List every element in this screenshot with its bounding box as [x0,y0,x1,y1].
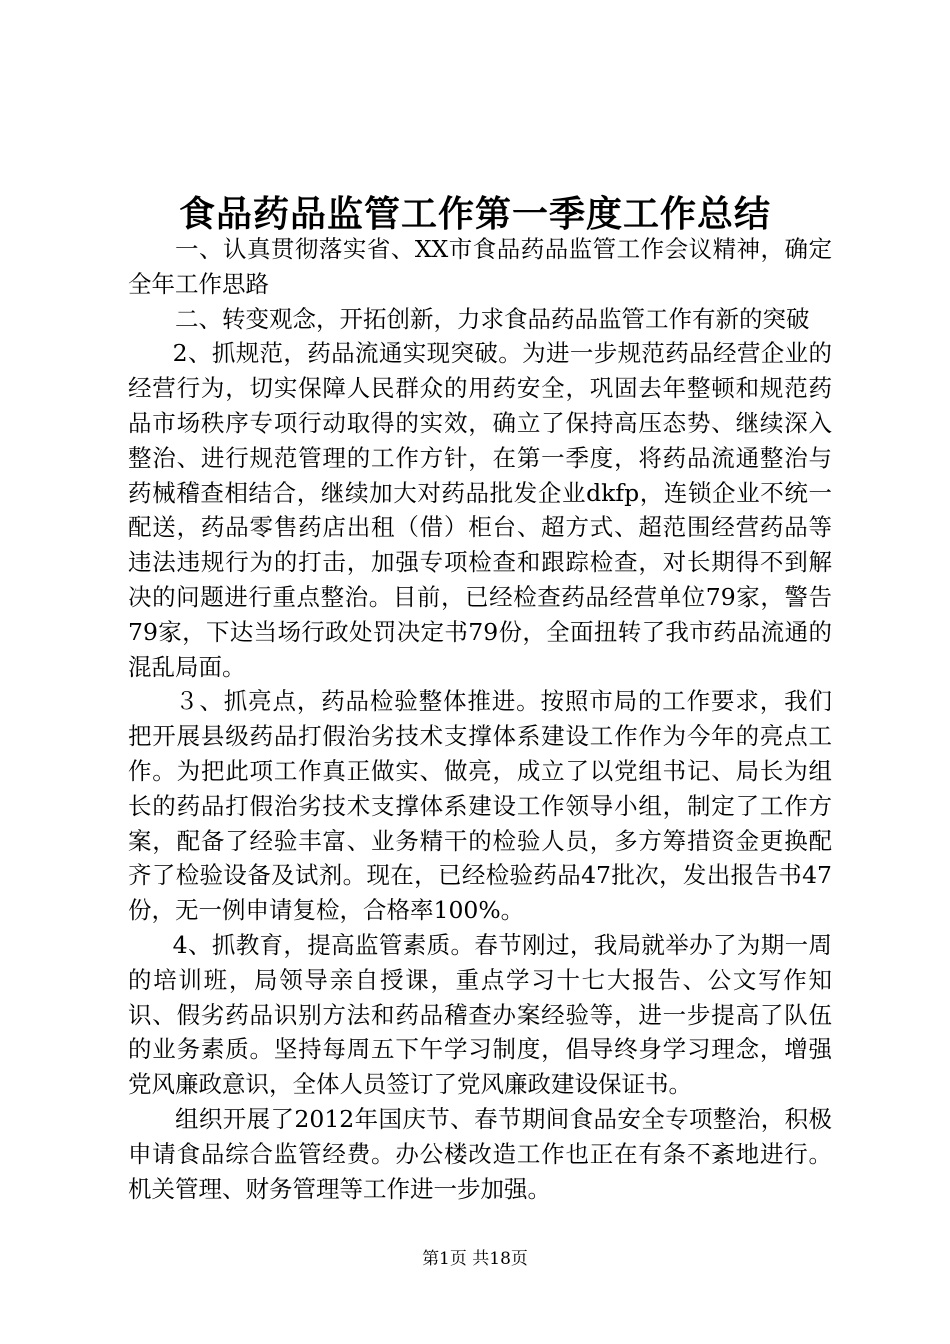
paragraph-item-2: 2、抓规范，药品流通实现突破。为进一步规范药品经营企业的经营行为，切实保障人民群众的用药安全，巩固去年整顿和规范药品市场秩序专项行动取得的实效，确立了保持高压态势、继续深入整治、进行规范管理的工作方针，在第一季度，将药品流通整治与药械稽查相结合，继续加大对药品批发企业dkfp，连锁企业不统一配送，药品零售药店出租（借）柜台、超方式、超范围经营药品等违法违规行为的打击，加强专项检查和跟踪检查，对长期得不到解决的问题进行重点整治。目前，已经检查药品经营单位79家，警告79家，下达当场行政处罚决定书79份，全面扭转了我市药品流通的混乱局面。 [128,339,832,681]
paragraph-section-2: 二、转变观念，开拓创新，力求食品药品监管工作有新的突破 [175,304,810,333]
paragraph-item-3: ３、抓亮点，药品检验整体推进。按照市局的工作要求，我们把开展县级药品打假治劣技术支撑体系建设工作作为今年的亮点工作。为把此项工作真正做实、做亮，成立了以党组书记、局长为组长的药品打假治劣技术支撑体系建设工作领导小组，制定了工作方案，配备了经验丰富、业务精干的检验人员，多方筹措资金更换配齐了检验设备及试剂。现在，已经检验药品47批次，发出报告书47份，无一例申请复检，合格率100%。 [128,687,832,925]
paragraph-other-work: 组织开展了2012年国庆节、春节期间食品安全专项整治，积极申请食品综合监管经费。办公楼改造工作也正在有条不紊地进行。机关管理、财务管理等工作进一步加强。 [128,1104,832,1203]
paragraph-item-4: 4、抓教育，提高监管素质。春节刚过，我局就举办了为期一周的培训班，局领导亲自授课，重点学习十七大报告、公文写作知识、假劣药品识别方法和药品稽查办案经验等，进一步提高了队伍的业务素质。坚持每周五下午学习制度，倡导终身学习理念，增强党风廉政意识，全体人员签订了党风廉政建设保证书。 [128,930,832,1099]
page-number-footer: 第1页 共18页 [422,1249,528,1269]
paragraph-section-1: 一、认真贯彻落实省、XX市食品药品监管工作会议精神，确定全年工作思路 [128,235,832,298]
document-title: 食品药品监管工作第一季度工作总结 [178,193,771,235]
document-body [128,232,832,1206]
